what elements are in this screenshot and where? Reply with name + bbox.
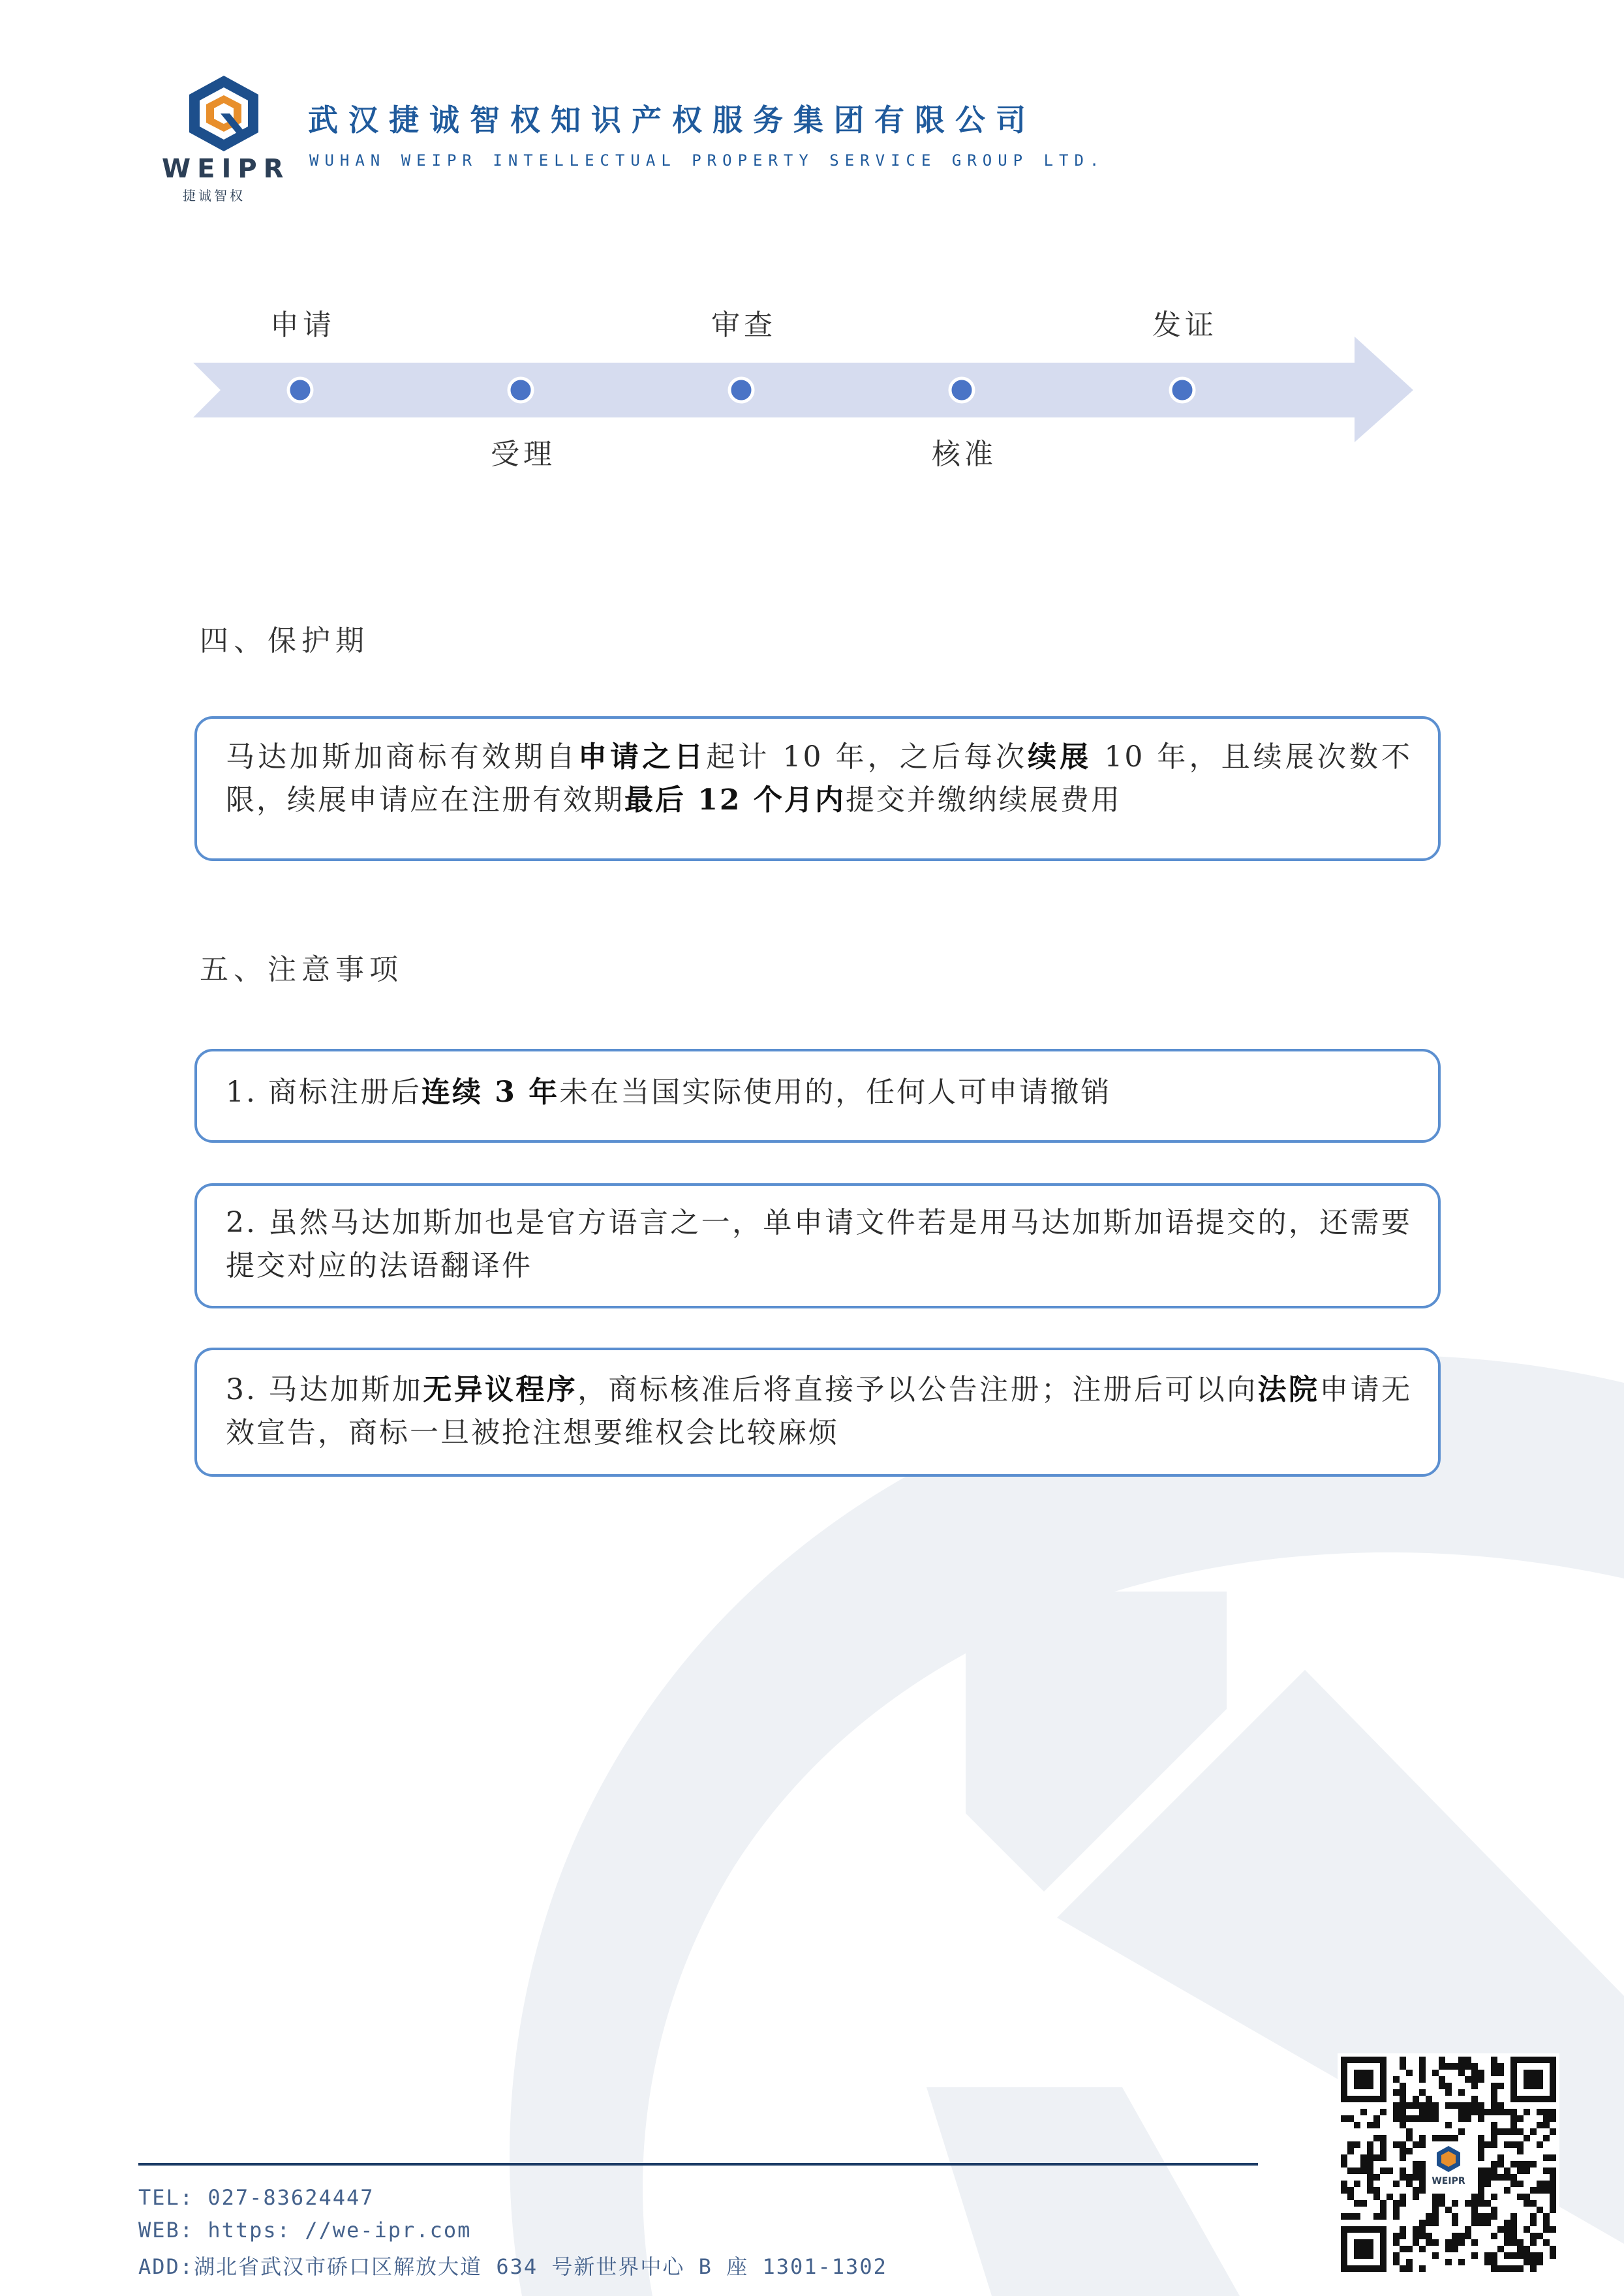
logo-wordmark: WEIPR	[162, 154, 290, 184]
timeline-step-examine: 审查	[711, 309, 776, 342]
timeline-dot	[950, 378, 973, 402]
note-box-2	[194, 1183, 1441, 1308]
timeline-dot	[1171, 378, 1194, 402]
note-box-1	[194, 1049, 1441, 1143]
section-title-notes: 五、注意事项	[200, 953, 403, 986]
note-text-3: 3. 马达加斯加无异议程序，商标核准后将直接予以公告注册；注册后可以向法院申请无效宣告，商标一旦被抢注想要维权会比较麻烦	[226, 1373, 1413, 1449]
timeline-arrow	[193, 326, 1420, 457]
logo-subtitle: 捷诚智权	[183, 188, 245, 204]
timeline-dot	[288, 378, 312, 402]
company-name-cn: 武汉捷诚智权知识产权服务集团有限公司	[308, 102, 1036, 138]
footer-tel: TEL: 027-83624447	[138, 2185, 375, 2210]
note-text-2: 2. 虽然马达加斯加也是官方语言之一，单申请文件若是用马达加斯加语提交的，还需要提交对应的法语翻译件	[226, 1206, 1412, 1282]
section-title-protection-period: 四、保护期	[200, 624, 369, 657]
timeline-dot	[729, 378, 753, 402]
footer-divider	[138, 2163, 1258, 2166]
timeline-step-accept: 受理	[491, 438, 556, 471]
weipr-logo-icon	[184, 73, 264, 154]
note-box-3	[194, 1348, 1441, 1477]
qr-code[interactable]	[1338, 2053, 1559, 2275]
qr-logo-text: WEIPR	[1432, 2176, 1465, 2186]
timeline-step-certify: 发证	[1152, 309, 1218, 342]
process-timeline	[193, 309, 1420, 471]
footer-address: ADD:湖北省武汉市硚口区解放大道 634 号新世界中心 B 座 1301-1302	[138, 2254, 887, 2279]
footer-web[interactable]: WEB: https: //we-ipr.com	[138, 2218, 472, 2243]
timeline-step-apply: 申请	[270, 309, 335, 342]
protection-period-box	[194, 716, 1441, 861]
company-name-en: WUHAN WEIPR INTELLECTUAL PROPERTY SERVICE GROUP LTD.	[309, 151, 1105, 170]
timeline-step-approve: 核准	[932, 438, 997, 471]
protection-period-text: 马达加斯加商标有效期自申请之日起计 10 年，之后每次续展 10 年，且续展次数不限，续展申请应在注册有效期最后 12 个月内提交并缴纳续展费用	[226, 740, 1412, 817]
note-text-1: 1. 商标注册后连续 3 年未在当国实际使用的，任何人可申请撤销	[226, 1076, 1112, 1109]
qr-code-pattern	[1338, 2053, 1559, 2275]
timeline-dot	[509, 378, 532, 402]
